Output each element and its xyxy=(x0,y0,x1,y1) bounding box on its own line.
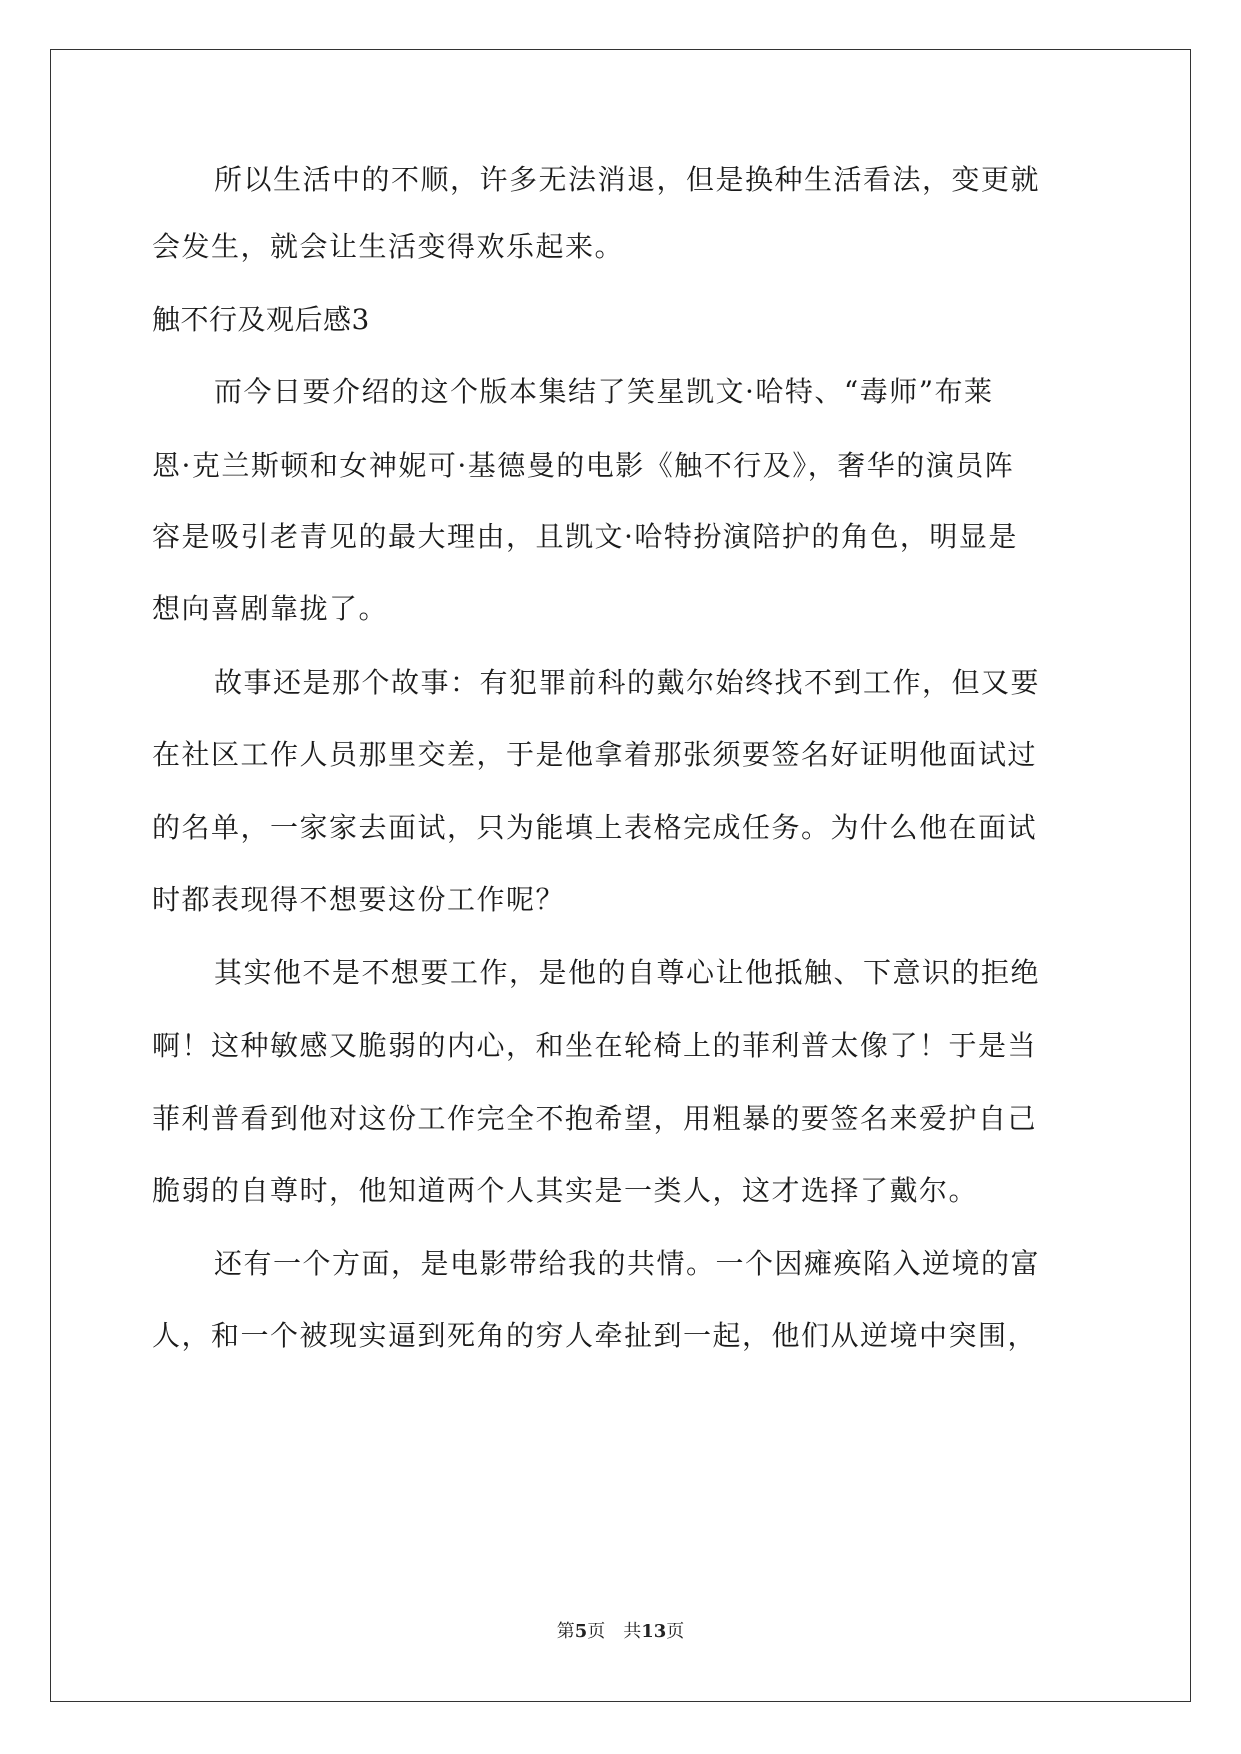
paragraph-line: 恩·克兰斯顿和女神妮可·基德曼的电影《触不行及》，奢华的演员阵 xyxy=(152,449,1015,482)
footer-prefix: 第 xyxy=(556,1621,575,1642)
page-border xyxy=(50,49,1191,1702)
paragraph-line: 的名单，一家家去面试，只为能填上表格完成任务。为什么他在面试 xyxy=(152,811,1038,844)
paragraph-line: 还有一个方面，是电影带给我的共情。一个因瘫痪陷入逆境的富 xyxy=(214,1247,1041,1280)
paragraph-line: 时都表现得不想要这份工作呢？ xyxy=(152,883,566,916)
paragraph-line: 而今日要介绍的这个版本集结了笑星凯文·哈特、“毒师”布莱 xyxy=(214,375,994,408)
footer-mid: 页 共 xyxy=(587,1621,642,1642)
paragraph-line: 会发生，就会让生活变得欢乐起来。 xyxy=(152,230,625,263)
paragraph-line: 啊！这种敏感又脆弱的内心，和坐在轮椅上的菲利普太像了！于是当 xyxy=(152,1029,1038,1062)
paragraph-line: 在社区工作人员那里交差，于是他拿着那张须要签名好证明他面试过 xyxy=(152,738,1038,771)
page-footer xyxy=(0,1620,1241,1644)
paragraph-line: 人，和一个被现实逼到死角的穷人牵扯到一起，他们从逆境中突围， xyxy=(152,1319,1038,1352)
paragraph-line: 菲利普看到他对这份工作完全不抱希望，用粗暴的要签名来爱护自己 xyxy=(152,1102,1038,1135)
paragraph-line: 所以生活中的不顺，许多无法消退，但是换种生活看法，变更就 xyxy=(214,163,1041,196)
footer-suffix: 页 xyxy=(666,1621,685,1642)
paragraph-line: 容是吸引老青见的最大理由，且凯文·哈特扮演陪护的角色，明显是 xyxy=(152,520,1018,553)
paragraph-line: 故事还是那个故事：有犯罪前科的戴尔始终找不到工作，但又要 xyxy=(214,666,1041,699)
paragraph-line: 脆弱的自尊时，他知道两个人其实是一类人，这才选择了戴尔。 xyxy=(152,1174,979,1207)
paragraph-line: 想向喜剧靠拢了。 xyxy=(152,592,389,625)
paragraph-line: 其实他不是不想要工作，是他的自尊心让他抵触、下意识的拒绝 xyxy=(214,956,1041,989)
section-heading: 触不行及观后感3 xyxy=(152,303,370,336)
total-page-count: 13 xyxy=(641,1621,667,1642)
current-page-number: 5 xyxy=(574,1621,588,1642)
